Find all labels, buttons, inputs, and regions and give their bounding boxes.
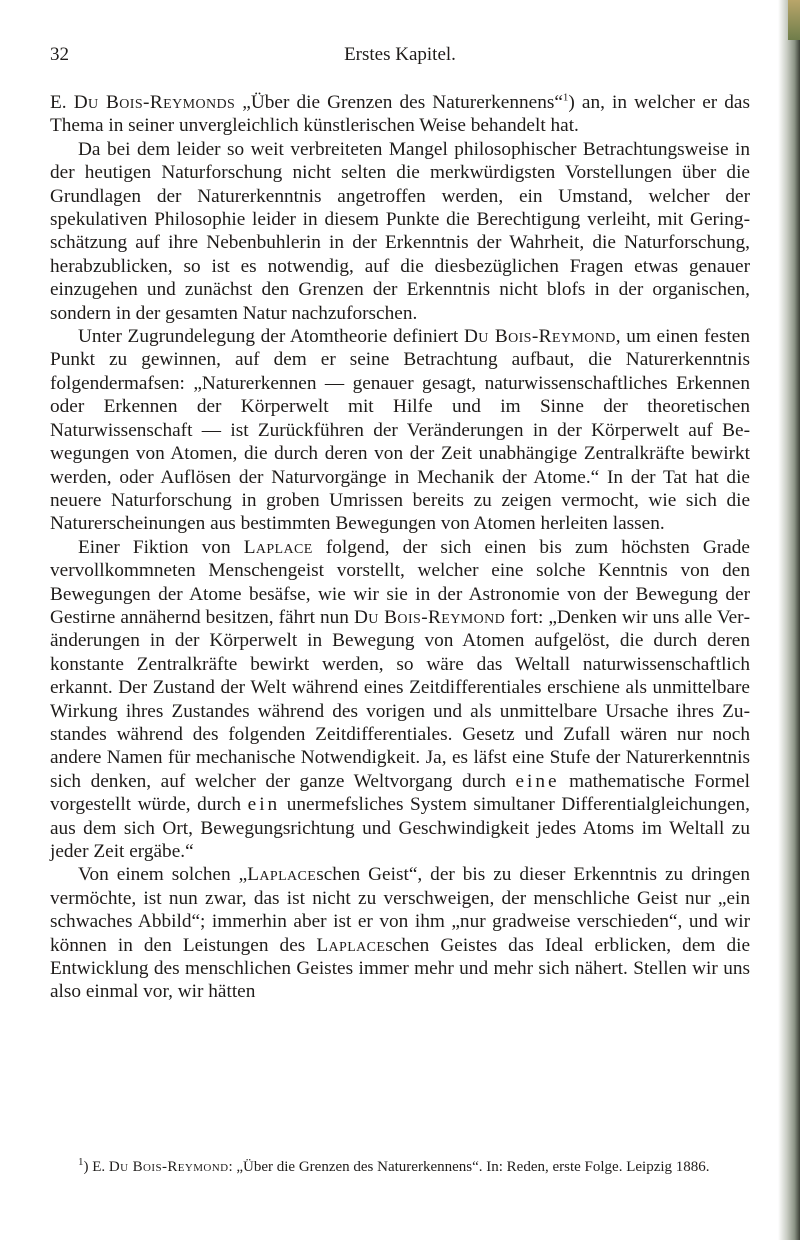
chapter-title: Erstes Kapitel. [344, 44, 456, 65]
paragraph-1: E. Du Bois-Reymonds „Über die Grenzen des Naturerkennens“$^1$) an, in welcher er das Thema in seiner unvergleichlich künstlerischen Weise behandelt hat. [50, 91, 750, 137]
paragraph-4: Einer Fiktion von Laplace folgend, der sich einen bis zum höchsten Grade vervollkommneten Menschengeist vorstellt, welcher eine solche Kenntnis von den Bewegungen der Atome besäfse, wie wir sie in der Astronomie von der Bewegung der Gestirne annähernd besitzen, fährt nun Du Bois-Reymond fort: „Denken wir uns alle Veränderungen in der Körperwelt in Bewegung von Atomen aufgelöst, die durch deren konstante Zentralkräfte bewirkt werden, so wäre das Weltall naturwissenschaftlich erkannt. Der Zustand der Welt während eines Zeitdifferentiales erschiene als unmittelbare Wirkung ihres Zustandes während des vorigen und als unmittelbare Ursache ihres Zustandes während des folgenden Zeitdifferentiales. Gesetz und Zufall wären nur noch andere Namen für mechanische Notwendigkeit. Ja, es läfst eine Stufe der Naturerkenntnis sich denken, auf welcher der ganze Weltvorgang durch eine mathematische Formel vorgestellt würde, durch ein unermefsliches System simultaner Differentialgleichungen, aus dem sich Ort, Bewegungsrichtung und Geschwindigkeit jedes Atoms im Weltall zu jeder Zeit ergäbe.“ [50, 536, 751, 862]
paragraph-5: Von einem solchen „Laplaceschen Geist“, der bis zu dieser Erkenntnis zu dringen vermöchte, ist nun zwar, das ist nicht zu verschweigen, der menschliche Geist nur „ein schwaches Abbild“; immerhin aber ist er von ihm „nur gradweise verschieden“, und wir können in den Leistungen des Laplaceschen Geistes das Ideal erblicken, dem die Entwicklung des menschlichen Geistes immer mehr und mehr sich nähert. Stellen wir uns also einmal vor, wir hätten [50, 864, 751, 1003]
laplace-name: Laplace [247, 864, 317, 886]
author-name: Du Bois-Reymonds [73, 92, 236, 113]
author-name: Du Bois-Reymond [353, 606, 506, 628]
page-number: 32 [50, 44, 69, 65]
author-name: Du Bois-Reymond [463, 326, 616, 348]
laplace-name: Laplace [316, 934, 386, 956]
page-edge-tab [788, 0, 800, 40]
footnote: $^1$) E. Du Bois-Reymond: „Über die Grenzen des Naturerkennens“. In: Reden, erste Folge. Leipzig 1886. [78, 1156, 710, 1175]
page-edge-shadow [778, 0, 800, 1240]
emphasis-eine: eine [515, 770, 560, 792]
paragraph-2: Da bei dem leider so weit verbreiteten Mangel philosophischer Betrachtungsweise in der heutigen Naturforschung nicht selten die merkwürdigsten Vorstellungen über die Grundlagen der Naturerkenntnis angetroffen werden, ein Umstand, welcher der spekulativen Philosophie leider in diesem Punkte die Berechtigung verleiht, mit Geringschätzung auf ihre Nebenbuhlerin in der Erkenntnis der Wahrheit, die Naturforschung, herabzublicken, so ist es notwendig, auf die diesbezüglichen Fragen etwas genauer einzugehen und zunächst den Grenzen der Erkenntnis nicht blofs in der organischen, sondern in der gesamten Natur nachzuforschen. [50, 138, 750, 324]
laplace-name: Laplace [243, 536, 313, 558]
footnote-ref: 1 [562, 91, 569, 104]
body-text [50, 91, 750, 1004]
emphasis-ein: ein [247, 794, 281, 816]
footnote-number: 1 [78, 1156, 84, 1168]
running-header [50, 44, 750, 70]
author-name: Du Bois-Reymond [108, 1159, 229, 1175]
paragraph-3: Unter Zugrundelegung der Atomtheorie definiert Du Bois-Reymond, um einen festen Punkt zu gewinnen, auf dem er seine Betrachtung aufbaut, die Naturerkenntnis folgendermafsen: „Naturerkennen — genauer gesagt, naturwissenschaftliches Erkennen oder Erkennen der Körperwelt mit Hilfe und im Sinne der theoretischen Naturwissenschaft — ist Zurückführen der Veränderungen in der Körperwelt auf Bewegungen von Atomen, die durch deren von der Zeit unabhängige Zentralkräfte bewirkt werden, oder Auflösen der Naturvorgänge in Mechanik der Atome.“ In der Tat hat die neuere Naturforschung in groben Umrissen bereits zu zeigen vermocht, wie sich die Naturerscheinungen aus bestimmten Bewegungen von Atomen herleiten lassen. [50, 326, 750, 535]
